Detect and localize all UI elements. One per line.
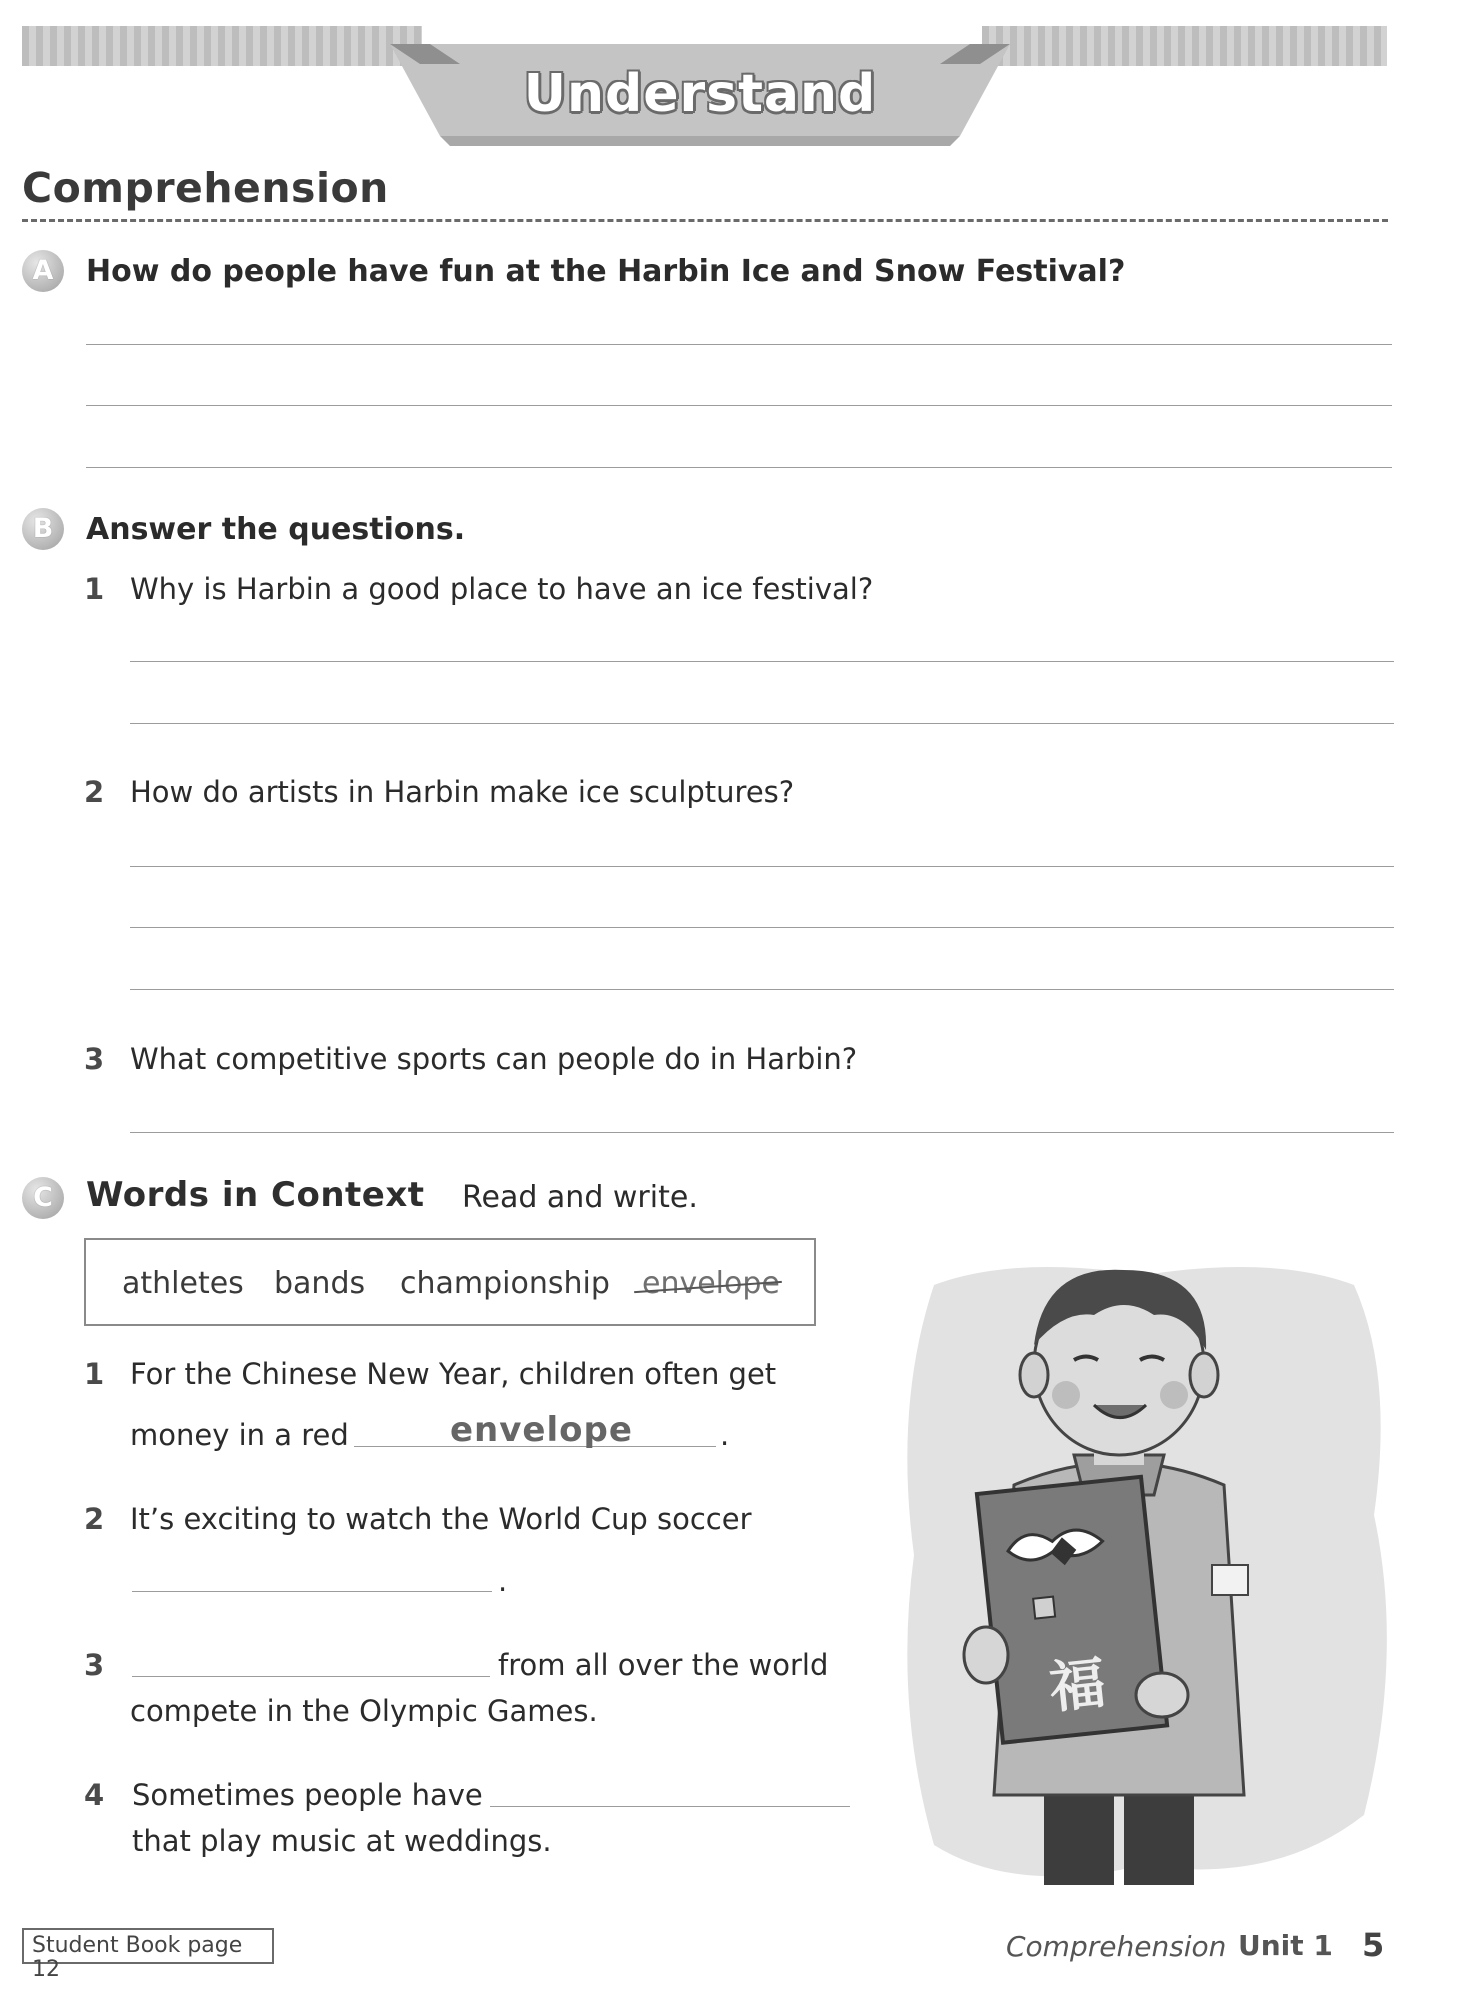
answer-line-a1[interactable] — [86, 344, 1392, 345]
item-text: compete in the Olympic Games. — [130, 1694, 598, 1728]
banner-stripe-left — [22, 26, 422, 66]
item-punctuation: . — [720, 1418, 730, 1452]
footer-unit: Unit 1 — [1238, 1929, 1333, 1962]
fill-blank-4[interactable] — [490, 1806, 850, 1807]
answer-line-b2-1[interactable] — [130, 866, 1394, 867]
footer-topic: Comprehension — [1006, 1930, 1227, 1963]
question-text: Why is Harbin a good place to have an ice festival? — [130, 572, 874, 606]
banner-title: Understand — [523, 64, 877, 124]
answer-line-a2[interactable] — [86, 405, 1392, 406]
answer-line-b3-1[interactable] — [130, 1132, 1394, 1133]
item-number: 4 — [84, 1778, 105, 1812]
item-punctuation: . — [498, 1564, 508, 1598]
item-text: Sometimes people have — [132, 1778, 483, 1812]
item-number: 1 — [84, 1357, 105, 1391]
envelope-glyph: 福 — [1046, 1650, 1109, 1722]
question-text: What competitive sports can people do in Harbin? — [130, 1042, 858, 1076]
badge-c: C — [22, 1177, 64, 1219]
section-divider — [22, 219, 1388, 222]
answer-line-b2-3[interactable] — [130, 989, 1394, 990]
item-number: 2 — [84, 1502, 105, 1536]
student-book-reference: Student Book page 12 — [22, 1928, 274, 1964]
word-bank-item: championship — [400, 1266, 610, 1301]
item-text: from all over the world — [498, 1648, 829, 1682]
handwritten-answer: envelope — [450, 1410, 633, 1450]
word-bank-item: athletes — [122, 1266, 244, 1301]
section-heading: Comprehension — [22, 164, 389, 212]
question-number: 2 — [84, 775, 105, 809]
banner-stripe-right — [982, 26, 1387, 66]
badge-b: B — [22, 508, 64, 550]
part-c-instruction: Read and write. — [462, 1180, 698, 1215]
item-text: money in a red — [130, 1418, 349, 1452]
item-number: 3 — [84, 1648, 105, 1682]
answer-line-b1-1[interactable] — [130, 661, 1394, 662]
item-text: It’s exciting to watch the World Cup soccer — [130, 1502, 752, 1536]
item-text: For the Chinese New Year, children often get — [130, 1357, 777, 1391]
word-bank-item: bands — [274, 1266, 366, 1301]
fill-blank-3[interactable] — [132, 1676, 490, 1677]
answer-line-b2-2[interactable] — [130, 927, 1394, 928]
item-text: that play music at weddings. — [132, 1824, 552, 1858]
word-bank — [84, 1238, 816, 1326]
fill-blank-2[interactable] — [132, 1591, 492, 1592]
part-a-prompt: How do people have fun at the Harbin Ice and Snow Festival? — [86, 254, 1126, 289]
question-text: How do artists in Harbin make ice sculptures? — [130, 775, 795, 809]
badge-a: A — [22, 250, 64, 292]
part-c-title: Words in Context — [86, 1175, 425, 1215]
answer-line-b1-2[interactable] — [130, 723, 1394, 724]
word-bank-item-crossed: envelope — [642, 1266, 780, 1301]
page-number: 5 — [1362, 1926, 1385, 1964]
boy-with-red-envelope-illustration — [894, 1255, 1400, 1895]
question-number: 1 — [84, 572, 105, 606]
question-number: 3 — [84, 1042, 105, 1076]
answer-line-a3[interactable] — [86, 467, 1392, 468]
part-b-prompt: Answer the questions. — [86, 512, 466, 547]
